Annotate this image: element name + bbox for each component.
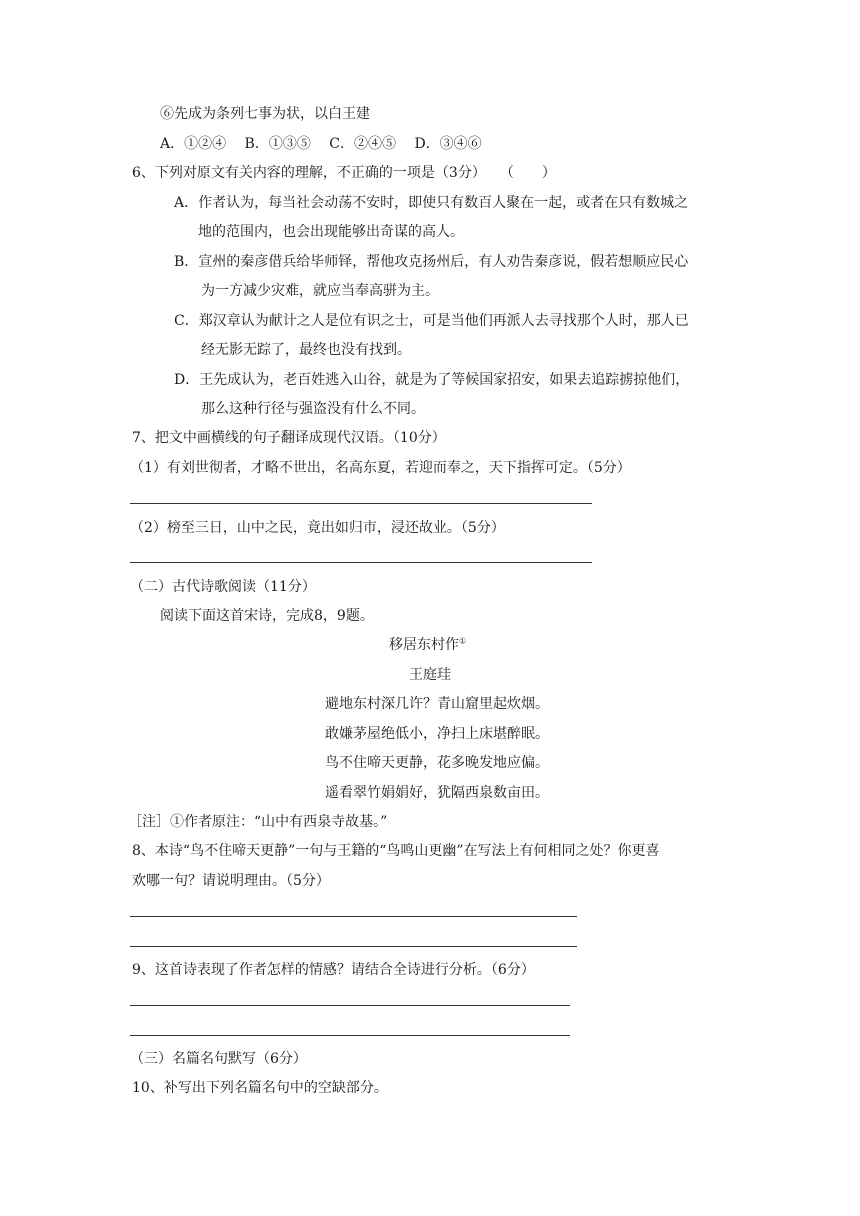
q6-option-b-line1: B．宣州的秦彦借兵给毕师铎，帮他攻克扬州后，有人劝告秦彦说，假若想顺应民心 — [174, 254, 689, 270]
section-2-heading: （二）古代诗歌阅读（11分） — [130, 579, 316, 595]
q5-answer-choices: A．①②④ B．①③⑤ C．②④⑤ D．③④⑥ — [160, 136, 482, 152]
q5-option-item-6: ⑥先成为条列七事为状，以白王建 — [160, 106, 370, 122]
poem-line-2: 敢嫌茅屋绝低小，净扫上床堪醉眠。 — [325, 726, 549, 742]
poem-title — [389, 636, 466, 654]
question-6-stem: 6、下列对原文有关内容的理解，不正确的一项是（3分） （ ） — [132, 165, 556, 181]
q9-answer-line-2[interactable] — [130, 1035, 570, 1036]
question-10-stem: 10、补写出下列名篇名句中的空缺部分。 — [132, 1080, 388, 1096]
q7-sentence-1: （1）有刘世彻者，才略不世出，名高东夏，若迎而奉之，天下指挥可定。（5分） — [130, 460, 631, 476]
q6-option-c-line1: C．郑汉章认为献计之人是位有识之士，可是当他们再派人去寻找那个人时，那人已 — [174, 313, 689, 329]
q6-option-a-line2: 地的范围内，也会出现能够出奇谋的高人。 — [198, 224, 464, 240]
section-3-heading: （三）名篇名句默写（6分） — [130, 1051, 307, 1067]
question-7-stem: 7、把文中画横线的句子翻译成现代汉语。（10分） — [132, 430, 446, 446]
q7-1-answer-line[interactable] — [130, 503, 592, 504]
q6-option-c-line2: 经无影无踪了，最终也没有找到。 — [201, 342, 411, 358]
poem-footnote: ［注］①作者原注：“山中有西泉寺故基。” — [128, 814, 388, 830]
poem-line-3: 鸟不住啼天更静，花多晚发地应偏。 — [325, 755, 549, 771]
question-8-line2: 欢哪一句？请说明理由。（5分） — [132, 873, 330, 889]
poem-line-4: 遥看翠竹娟娟好，犹隔西泉数亩田。 — [325, 785, 549, 801]
poem-author: 王庭珪 — [409, 667, 451, 683]
q6-option-d-line2: 那么这种行径与强盗没有什么不同。 — [201, 401, 425, 417]
poem-title-text: 移居东村作 — [389, 637, 459, 653]
q7-2-answer-line[interactable] — [130, 562, 592, 563]
q8-answer-line-2[interactable] — [130, 946, 577, 947]
question-9-stem: 9、这首诗表现了作者怎样的情感？请结合全诗进行分析。（6分） — [132, 962, 535, 978]
q9-answer-line-1[interactable] — [130, 1005, 570, 1006]
section-2-intro: 阅读下面这首宋诗，完成8，9题。 — [160, 608, 374, 624]
q8-answer-line-1[interactable] — [130, 916, 577, 917]
q6-option-b-line2: 为一方减少灾难，就应当奉高骈为主。 — [201, 283, 439, 299]
q6-option-d-line1: D．王先成认为，老百姓逃入山谷，就是为了等候国家招安，如果去追踪掳掠他们， — [174, 372, 690, 388]
q7-sentence-2: （2）榜至三日，山中之民，竟出如归市，浸还故业。（5分） — [130, 520, 505, 536]
question-8-line1: 8、本诗“鸟不住啼天更静”一句与王籍的“鸟鸣山更幽”在写法上有何相同之处？你更喜 — [132, 843, 660, 859]
q6-option-a-line1: A．作者认为，每当社会动荡不安时，即使只有数百人聚在一起，或者在只有数城之 — [174, 195, 689, 211]
poem-line-1: 避地东村深几许？青山窟里起炊烟。 — [325, 696, 549, 712]
poem-title-footnote-mark: ① — [459, 636, 467, 646]
